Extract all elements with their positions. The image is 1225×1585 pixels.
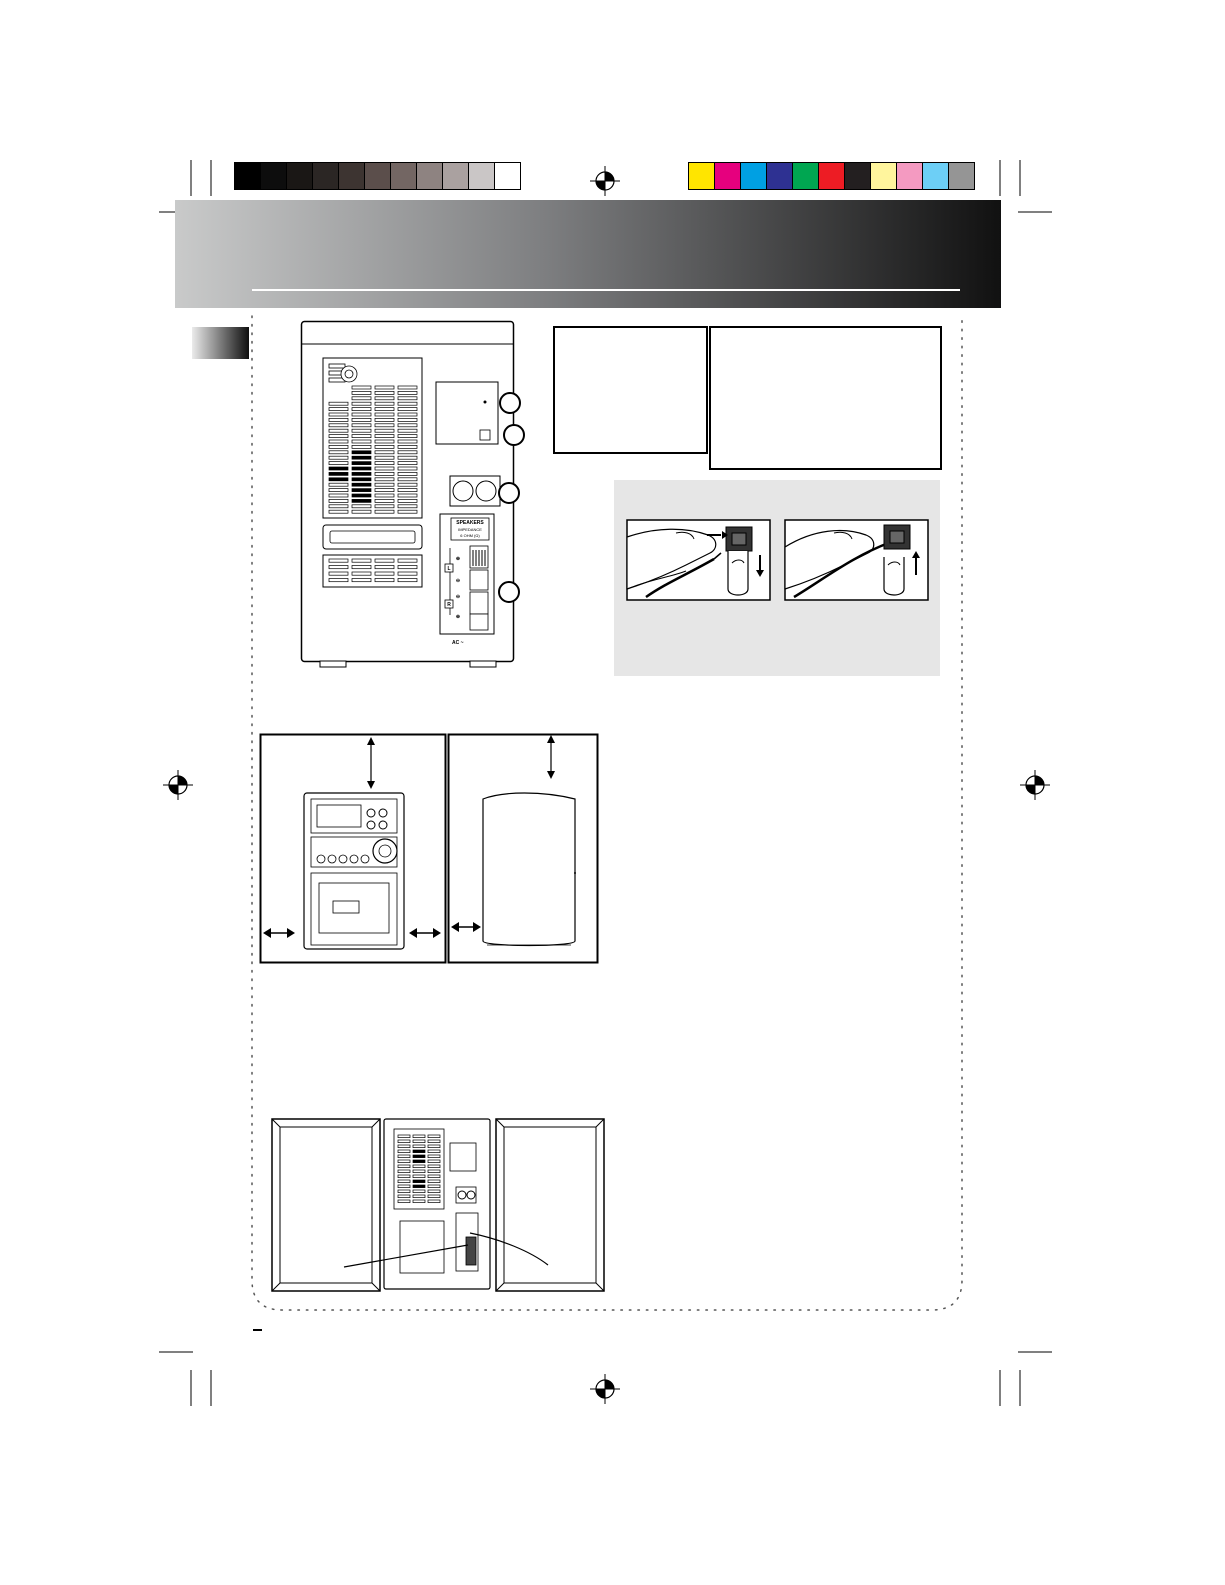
main-unit-clearance-diagram [259,733,448,965]
speaker-clearance-diagram [447,733,600,965]
impedance-label: IMPEDANCE [458,527,482,532]
ohm-label: 6 OHM (Ω) [460,533,480,538]
info-box-left [553,326,708,454]
left-channel-label: L [447,566,451,572]
release-terminal-illustration [784,519,930,602]
main-unit-rear-diagram [300,320,522,670]
minus-terminal-label: ⊖ [455,594,461,600]
minus-terminal-label: ⊖ [455,578,461,584]
plus-terminal-label: ⊕ [455,614,461,620]
speaker-connection-diagram [270,1115,606,1295]
plus-terminal-label: ⊕ [455,556,461,562]
press-terminal-insert-wire-illustration [626,519,772,602]
info-box-right [709,326,942,470]
speakers-heading: SPEAKERS [456,520,484,526]
right-channel-label: R [447,602,451,608]
ac-label: AC ~ [452,640,464,646]
callout-circles [495,385,535,610]
